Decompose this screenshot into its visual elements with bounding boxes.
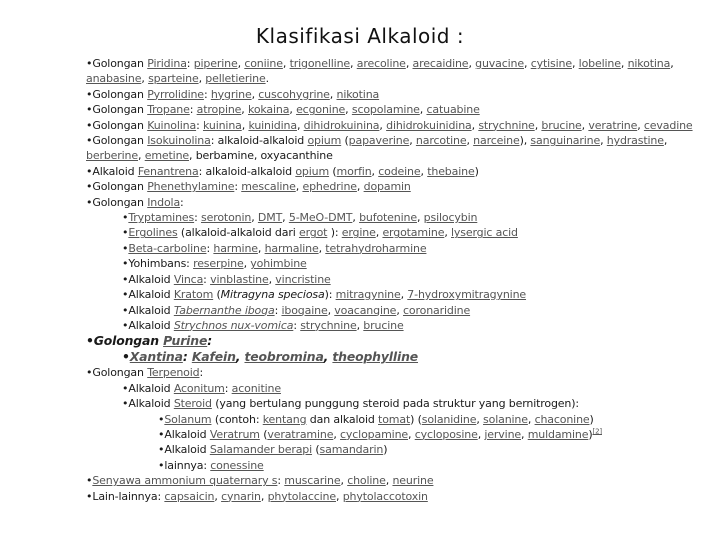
term-link[interactable]: opium [307,134,342,148]
text-segment: , [420,164,428,178]
text-segment: (yang bertulang punggung steroid pada struktur yang bernitrogen): [211,397,579,411]
term-link[interactable]: Aconitum [173,381,225,395]
text-segment: , [235,349,245,365]
text-segment: , [268,272,276,286]
text-segment: •Golongan [86,57,148,70]
term-link[interactable]: strychnine [300,318,357,332]
term-link[interactable]: jervine [484,427,522,441]
list-item [86,303,710,318]
text-segment: • [122,241,129,255]
term-link[interactable]: solanidine [421,412,477,426]
list-item [86,225,710,240]
text-segment: : alkaloid-alkaloid [210,134,308,148]
term-link[interactable]: Terpenoid [147,366,200,380]
text-segment: : [189,103,197,117]
term-link[interactable]: anabasine [86,72,142,86]
term-link[interactable]: Xantina [129,349,183,365]
term-link[interactable]: kentang [262,412,307,426]
term-link[interactable]: cytisine [530,57,572,70]
term-link[interactable]: narcotine [415,134,467,148]
list-item [86,365,710,380]
text-segment: ) [588,427,593,441]
text-segment: , [396,303,404,317]
term-link[interactable]: codeine [378,164,421,178]
text-segment: •Golongan [86,366,148,380]
page-title: Klasifikasi Alkaloid : [255,24,465,48]
term-link[interactable]: reserpine [193,257,244,271]
text-segment: ), [519,134,531,148]
alkaloid-classification-list [86,56,710,504]
text-segment: •Alkaloid [158,443,210,457]
text-segment: , [237,57,245,70]
text-segment: •Alkaloid [122,318,174,332]
text-segment: : [274,303,282,317]
text-segment: , [318,241,326,255]
text-segment: , [444,226,452,240]
text-segment: , [476,412,484,426]
text-segment: , [356,180,364,194]
list-item [86,87,710,102]
text-segment: , [663,134,668,148]
term-link[interactable]: hydrastine [606,134,664,148]
text-segment: •Golongan [86,87,148,101]
text-segment: , [620,57,628,70]
term-link[interactable]: Beta-carboline [128,241,207,255]
text-segment: •Golongan [86,180,148,194]
term-link[interactable]: cuscohygrine [258,87,330,101]
term-link[interactable]: Tryptamines [128,211,195,225]
text-segment: : [203,272,211,286]
term-link[interactable]: pelletierine [205,72,266,86]
term-link[interactable]: Strychnos nux-vomica [173,318,294,332]
term-link[interactable]: Kratom [173,288,214,302]
text-segment: . [265,72,269,86]
text-segment: , [581,118,589,132]
term-link[interactable]: conessine [210,458,264,472]
term-link[interactable]: harmine [213,241,258,255]
term-link[interactable]: Fenantrena [137,164,199,178]
term-link[interactable]: sanguinarine [530,134,601,148]
term-link[interactable]: opium [295,164,330,178]
term-link[interactable]: tomat [378,412,411,426]
term-link[interactable]: choline [347,474,386,488]
text-segment: , [289,103,297,117]
text-segment: ( [312,443,320,457]
list-item [86,396,710,411]
text-segment: , [375,226,383,240]
term-link[interactable]: papaverine [348,134,410,148]
term-link[interactable]: ephedrine [302,180,357,194]
text-segment: , [333,427,341,441]
term-link[interactable]: sparteine [148,72,199,86]
list-item [86,412,710,427]
term-link[interactable]: dopamin [363,180,411,194]
term-link[interactable]: narceine [473,134,520,148]
text-segment: (contoh: [211,412,263,426]
text-segment: , [400,288,408,302]
text-segment: : [196,118,203,132]
term-link[interactable]: capsaicin [164,489,215,503]
term-link[interactable]: Veratrum [209,427,260,441]
term-link[interactable]: vinblastine [210,272,269,286]
text-segment: , [329,87,337,101]
term-link[interactable]: theophylline [332,349,419,365]
text-segment: , berbamine, oxyacanthine [189,149,333,163]
list-item [86,195,710,210]
term-link[interactable]: guvacine [475,57,524,70]
text-segment: •Alkaloid [158,427,210,441]
term-link[interactable]: nikotina [627,57,671,70]
text-segment: : [224,381,232,395]
term-link[interactable]: cyclopamine [340,427,409,441]
text-segment: , [335,489,343,503]
list-item [86,349,710,365]
list-item [86,381,710,396]
term-link[interactable]: strychnine [478,118,535,132]
text-segment: , [379,118,387,132]
text-segment: •Golongan [86,118,148,132]
term-link[interactable]: ecgonine [296,103,346,117]
text-segment: , [521,427,528,441]
list-item [86,427,710,442]
term-link[interactable]: muldamine [527,427,589,441]
term-link[interactable]: kuinina [202,118,242,132]
term-link[interactable]: samandarin [319,443,384,457]
list-item [86,102,710,117]
term-link[interactable]: catuabine [426,103,480,117]
term-link[interactable]: lobeline [578,57,621,70]
text-segment: •Alkaloid [122,303,174,317]
term-link[interactable]: ergine [341,226,376,240]
text-segment: •Lain-lainnya: [86,489,165,503]
text-segment: , [323,349,333,365]
term-link[interactable]: harmaline [264,241,319,255]
text-segment: , [468,57,476,70]
text-segment: , [571,57,579,70]
list-item [86,489,710,504]
text-segment: •Alkaloid [122,272,174,286]
term-link[interactable]: Steroid [173,397,212,411]
list-item [86,210,710,225]
text-segment: , [257,241,265,255]
term-link[interactable]: Indola [147,195,181,209]
text-segment: , [600,134,607,148]
text-segment: , [198,72,206,86]
list-item [86,118,710,133]
text-segment: , [477,427,485,441]
text-segment: , [405,57,413,70]
term-link[interactable]: Tropane [147,103,190,117]
term-link[interactable]: hygrine [210,87,252,101]
text-segment: , [241,103,248,117]
text-segment: : [206,241,214,255]
text-segment: , [296,118,304,132]
term-link[interactable]: phytolaccine [267,489,336,503]
term-link[interactable]: serotonin [201,211,252,225]
text-segment: ): [324,288,336,302]
list-item [86,56,710,87]
term-link[interactable]: Salamander berapi [209,443,313,457]
term-link[interactable]: brucine [363,318,404,332]
term-link[interactable]: berberine [86,149,138,163]
term-link[interactable]: arecaidine [412,57,469,70]
term-link[interactable]: Phenethylamine [147,180,235,194]
text-segment: , [524,57,531,70]
text-segment: • [86,474,93,488]
term-link[interactable]: trigonelline [289,57,351,70]
term-link[interactable]: piperine [193,57,238,70]
text-segment: : [194,211,202,225]
term-link[interactable]: dihidrokuinidina [386,118,472,132]
text-segment: •Alkaloid [122,381,174,395]
term-link[interactable]: coniine [244,57,283,70]
text-segment: , [340,474,348,488]
list-item [86,164,710,179]
text-segment: • [122,349,130,365]
list-item [86,133,710,164]
term-link[interactable]: kuinidina [248,118,297,132]
text-segment: , [471,118,479,132]
text-segment: •Yohimbans: [122,257,194,271]
text-segment: : alkaloid-alkaloid [198,164,296,178]
term-link[interactable]: veratramine [267,427,334,441]
text-segment: •Alkaloid [86,164,138,178]
text-segment: , [251,211,258,225]
list-item [86,272,710,287]
text-segment: , [251,87,259,101]
text-segment: • [122,211,129,225]
list-item [86,179,710,194]
term-link[interactable]: yohimbine [250,257,307,271]
text-segment: • [122,226,129,240]
term-link[interactable]: scopolamine [351,103,420,117]
term-link[interactable]: Kafein [191,349,236,365]
text-segment: , [419,103,427,117]
term-link[interactable]: cycloposine [414,427,478,441]
term-link[interactable]: Solanum [164,412,212,426]
term-link[interactable]: 7-hydroxymitragynine [407,288,527,302]
text-segment: ) [589,412,594,426]
term-link[interactable]: cevadine [643,118,693,132]
term-link[interactable]: teobromina [244,349,324,365]
text-segment: dan alkaloid [306,412,379,426]
text-segment: : [182,349,192,365]
term-link[interactable]: dihidrokuinina [303,118,380,132]
list-item [86,442,710,457]
text-segment: ) [383,443,388,457]
text-segment: , [385,474,393,488]
text-segment: : [180,195,184,209]
term-link[interactable]: bufotenine [359,211,417,225]
text-segment: , [260,489,268,503]
text-segment: : [234,180,242,194]
term-link[interactable]: Ergolines [128,226,178,240]
term-link[interactable]: atropine [196,103,242,117]
text-segment: ( [329,164,337,178]
text-segment: , [138,149,145,163]
text-segment: , [350,57,357,70]
text-segment: • [158,412,165,426]
text-segment: , [408,427,415,441]
list-item [86,256,710,271]
text-segment: ( [259,427,268,441]
text-segment: , [241,118,249,132]
term-link[interactable]: veratrine [588,118,638,132]
text-segment: : [186,57,194,70]
text-segment: , [637,118,644,132]
text-segment: , [295,180,303,194]
term-link[interactable]: Tabernanthe iboga [173,303,275,317]
text-segment: : [277,474,285,488]
text-segment: (alkaloid-alkaloid dari [177,226,299,240]
term-link[interactable]: lysergic acid [451,226,518,240]
term-link[interactable]: chaconine [534,412,590,426]
text-segment: •Alkaloid [122,288,174,302]
text-segment: , [141,72,149,86]
term-link[interactable]: morfin [336,164,372,178]
list-item [86,333,710,349]
text-segment: , [409,134,416,148]
list-item [86,473,710,488]
text-segment: , [282,211,289,225]
term-link[interactable]: Vinca [173,272,204,286]
term-link[interactable]: Piridina [147,57,187,70]
term-link[interactable]: vincristine [275,272,331,286]
text-segment: : [207,333,213,349]
text-segment: ) ( [410,412,422,426]
term-link[interactable]: neurine [392,474,434,488]
italic-text: Mitragyna speciosa [220,288,325,302]
term-link[interactable]: brucine [541,118,582,132]
text-segment: , [243,257,251,271]
term-link[interactable]: Kuinolina [147,118,197,132]
term-link[interactable]: [2] [592,427,602,436]
term-link[interactable]: Purine [163,333,208,349]
list-item [86,287,710,302]
term-link[interactable]: muscarine [284,474,341,488]
text-segment: •lainnya: [158,458,211,472]
text-segment: , [352,211,360,225]
term-link[interactable]: aconitine [231,381,281,395]
text-segment: , [214,489,222,503]
term-link[interactable]: ergotamine [382,226,445,240]
list-item [86,458,710,473]
term-link[interactable]: coronaridine [403,303,471,317]
term-link[interactable]: kokaina [248,103,290,117]
term-link[interactable]: mitragynine [335,288,401,302]
text-segment: , [327,303,335,317]
text-segment: ( [341,134,349,148]
term-link[interactable]: mescaline [241,180,296,194]
term-link[interactable]: Pyrrolidine [147,87,204,101]
text-segment: , [534,118,542,132]
term-link[interactable]: voacangine [334,303,397,317]
list-item [86,241,710,256]
term-link[interactable]: thebaine [427,164,475,178]
text-segment: : [293,318,301,332]
term-link[interactable]: emetine [144,149,190,163]
text-segment: : [203,87,211,101]
term-link[interactable]: ibogaine [281,303,328,317]
text-segment: , [371,164,379,178]
term-link[interactable]: solanine [483,412,528,426]
text-segment: , [356,318,364,332]
text-segment: , [466,134,474,148]
text-segment: , [416,211,424,225]
text-segment: , [282,57,290,70]
term-link[interactable]: phytolaccotoxin [342,489,428,503]
text-segment: : [199,366,204,380]
text-segment: , [670,57,674,70]
term-link[interactable]: tetrahydroharmine [325,241,427,255]
term-link[interactable]: psilocybin [423,211,478,225]
term-link[interactable]: ergot [298,226,328,240]
text-segment: , [345,103,352,117]
text-segment: ): [327,226,342,240]
text-segment: •Alkaloid [122,397,174,411]
text-segment: •Golongan [86,134,148,148]
term-link[interactable]: Senyawa ammonium quaternary s [92,474,278,488]
term-link[interactable]: nikotina [336,87,380,101]
term-link[interactable]: DMT [257,211,283,225]
text-segment: •Golongan [86,103,148,117]
text-segment: ( [213,288,221,302]
term-link[interactable]: cynarin [221,489,261,503]
term-link[interactable]: arecoline [356,57,406,70]
term-link[interactable]: 5-MeO-DMT [288,211,353,225]
text-segment: •Golongan [86,195,148,209]
text-segment: ) [474,164,479,178]
term-link[interactable]: Isokuinolina [147,134,211,148]
text-segment: , [527,412,535,426]
list-item [86,318,710,333]
text-segment: •Golongan [86,333,164,349]
